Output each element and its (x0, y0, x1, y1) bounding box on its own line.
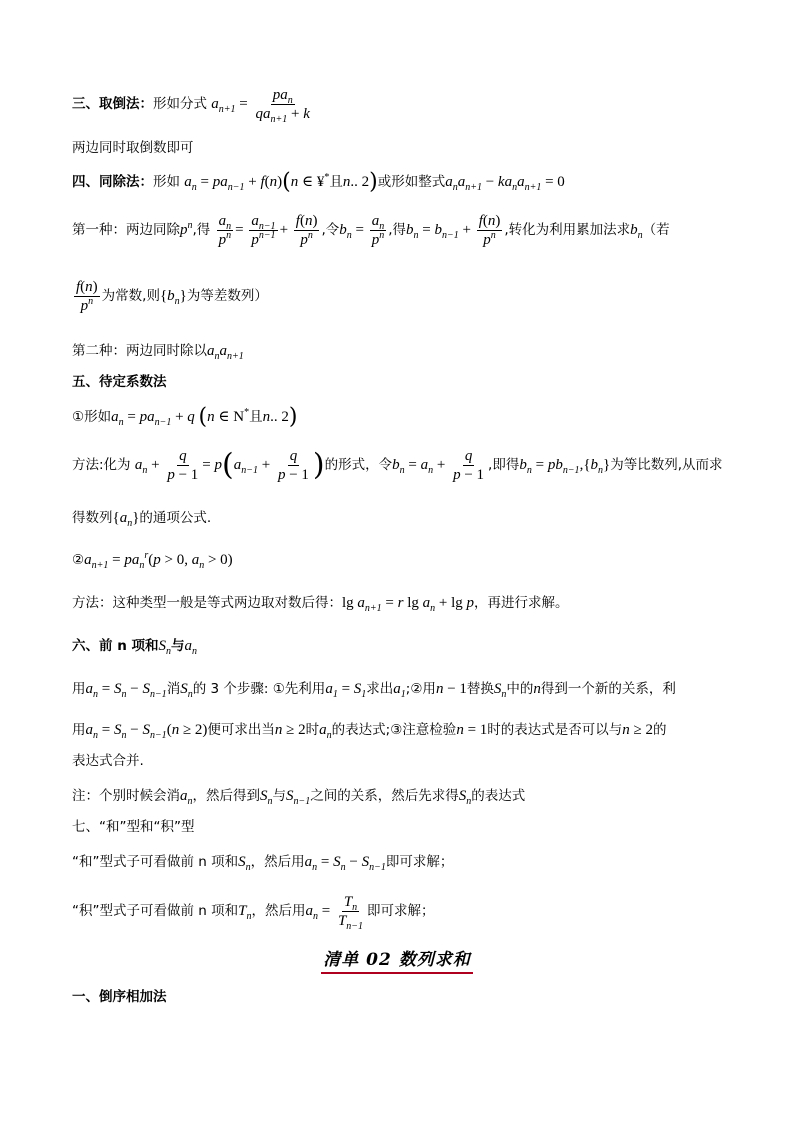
s6-heading: 六、前 n 项和$S_n$与$a_n$ (72, 638, 198, 657)
s4-heading: 四、同除法 (72, 174, 140, 190)
s3-line: 三、取倒法：形如分式 $a_{n+1}$ = $\frac{pa_n}{qa_{n+1} + k}$ (72, 86, 732, 123)
s4-first-formula: $\frac{a_n}{p^n}$ = $\frac{a_{n-1}}{p^{n-1}}$ + $\frac{f(n)}{p^n}$ (218, 213, 318, 248)
s5-heading: 五、待定系数法 (72, 374, 167, 390)
s4-second: 第二种：两边同时除以$a_na_{n+1}$ (72, 343, 244, 362)
s7-heading: 七、“和”型和“积”型 (72, 819, 195, 835)
s4-formula-2: $a_na_{n+1} - ka_na_{n+1} = 0$ (445, 174, 565, 193)
s3-after: 两边同时取倒数即可 (72, 140, 194, 156)
s3-text: 形如分式 (153, 95, 207, 112)
s5-item1: ①形如$a_n = pa_{n-1} + q$ (n ∈ N*且n.. 2) (72, 404, 298, 430)
s3-heading: 三、取倒法 (72, 95, 140, 112)
s4-formula-1: $a_n = pa_{n-1} + f(n)(n$ ∈ ¥* (184, 169, 330, 195)
s6-note: 注：个别时候会消$a_n$，然后得到$S_n$与$S_{n-1}$之间的关系，然后先求得$S_n$的表达式 (72, 788, 526, 807)
s5-item2: $②a_{n+1} = pa_n^r(p > 0$, $a_n > 0$) (72, 550, 233, 571)
s7-he: “和”型式子可看做前 n 项和$S_n$，然后用$a_n = S_n - S_{n-1}$即可求解； (72, 854, 454, 873)
section-title: 清单 02 数列求和 (0, 945, 794, 974)
s5-method: 方法:化为 $a_n$ + $\frac{q}{p - 1}$ = $p(a_{n-1}$ + $\frac{q}{p - 1}$ )的形式，令$b_n = a_n$ + $\frac{q}{p - 1}$ ,即得$b_n = pb_{n-1},\{b_n\}$为等比数列,从而求 (72, 447, 723, 483)
s7-ji: “积”型式子可看做前 n 项和$T_n$，然后用$a_n$ = $\frac{T_n}{T_{n-1}}$ 即可求解； (72, 894, 435, 932)
s6-line3: 表达式合并. (72, 753, 144, 769)
s4-first-cont: $\frac{f(n)}{p^n}$ 为常数,则$\{b_n\}$为等差数列） (76, 279, 268, 314)
s4-first: 第一种：两边同除$p^n$,得 $\frac{a_n}{p^n}$ = $\frac{a_{n-1}}{p^{n-1}}$ + $\frac{f(n)}{p^n}$ ,令$b_n$ = $\frac{a_n}{p^n}$ ,得$b_n = b_{n-1}$ + $\frac{f(n)}{p^n}$ ,转化为利用累加法求$b_n$（若 (72, 213, 670, 248)
s6-line1: 用$a_n = S_n - S_{n-1}$消$S_n$的 3 个步骤: ①先利用$a_1 = S_1$求出$a_1;②$用n − 1替换$S_n$中的n得到一个新的关系，利 (72, 681, 676, 700)
s5-method2: 方法：这种类型一般是等式两边取对数后得：$\lg a_{n+1} = r$ $\lg a_n + \lg p$，再进行求解。 (72, 595, 569, 614)
s3-formula: $a_{n+1}$ = $\frac{pa_n}{qa_{n+1} + k}$ (211, 87, 310, 125)
s4-line: 四、同除法：形如 $a_n = pa_{n-1} + f(n)(n$ ∈ ¥*且n.. 2)或形如整式$a_na_{n+1} - ka_na_{n+1} = 0$ (72, 169, 565, 195)
s6-line2: 用$a_n = S_n - S_{n-1}(n \ge 2)$便可求出当n ≥ 2时$a_n$的表达式;③注意检验n = 1时的表达式是否可以与n ≥ 2的 (72, 722, 667, 741)
s5-method-cont: 得数列$\{a_n\}$的通项公式. (72, 510, 212, 529)
sub-heading: 一、倒序相加法 (72, 989, 167, 1005)
